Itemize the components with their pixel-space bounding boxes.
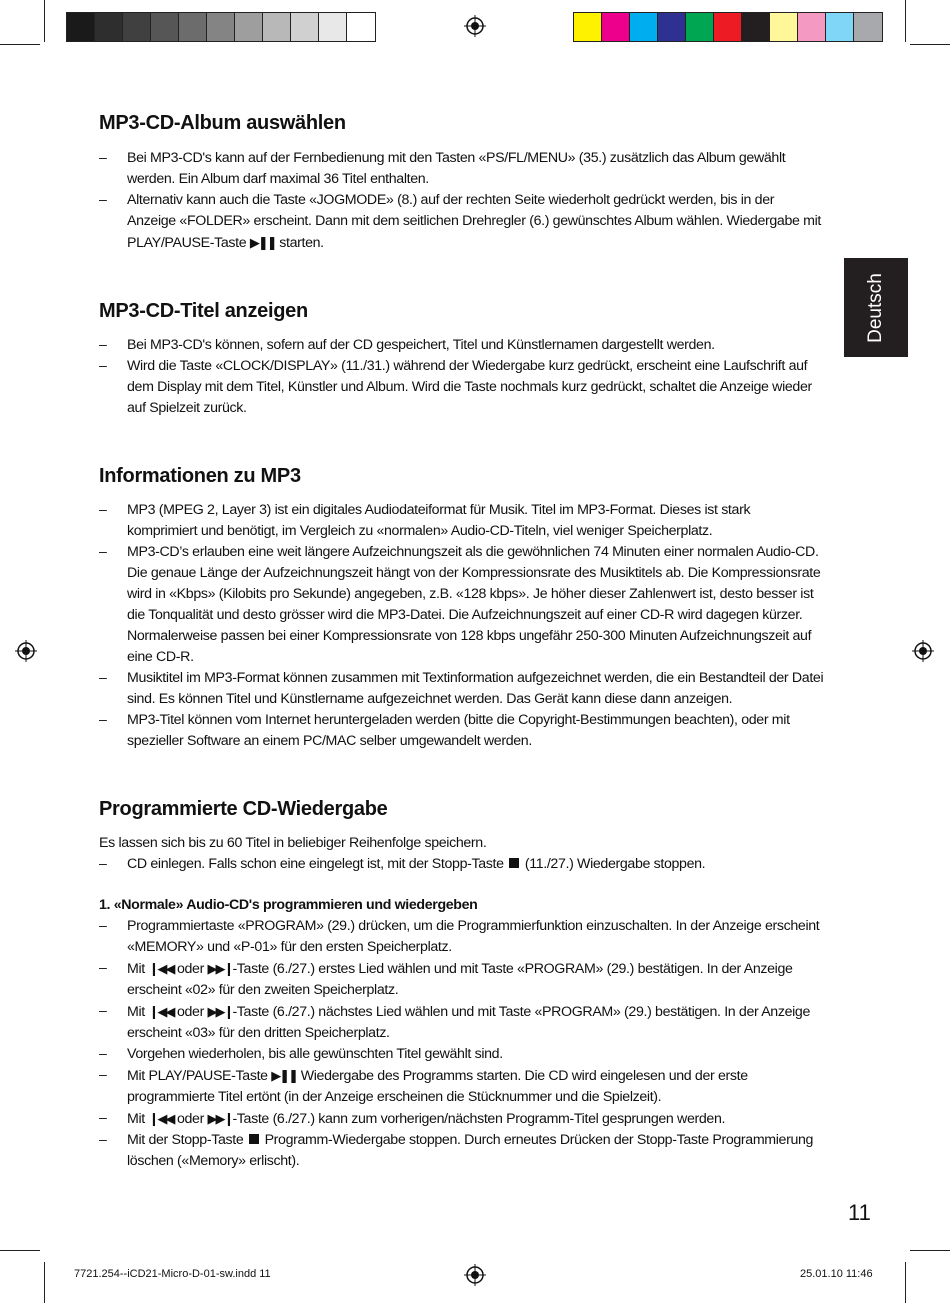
color-swatch xyxy=(151,13,179,41)
color-swatch xyxy=(798,13,826,41)
color-swatch xyxy=(347,13,375,41)
list-item: – Programmiertaste «PROGRAM» (29.) drücken, um die Programmierfunktion einzuschalten. In der Anzeige erscheint «MEMORY» und «P-01» für den ersten Speicherplatz. xyxy=(99,918,820,955)
page-content xyxy=(99,112,824,1172)
color-swatch xyxy=(67,13,95,41)
list-item: – Mit PLAY/PAUSE-Taste ▶❚❚ Wiedergabe des Programms starten. Die CD wird eingelesen und der erste programmierte Titel ertönt (in der Anzeige erscheinen die Stücknummer und die Spielzeit). xyxy=(99,1067,748,1105)
play-pause-icon: ▶❚❚ xyxy=(249,235,276,250)
list-item: – MP3 (MPEG 2, Layer 3) ist ein digitales Audiodateiformat für Musik. Titel im MP3-Format. Dieses ist stark komprimiert und benötigt, im Vergleich zu «normalen» Audio-CD-Titeln, viel weniger Speicherplatz. xyxy=(99,502,751,539)
list-item: – Musiktitel im MP3-Format können zusammen mit Textinformation aufgezeichnet werden, die ein Bestandteil der Datei sind. Es können Titel und Künstlername aufgezeichnet werden. Das Gerät kann diese dann anzeigen. xyxy=(99,670,824,707)
crop-mark xyxy=(905,0,906,42)
color-swatch xyxy=(95,13,123,41)
play-pause-icon: ▶❚❚ xyxy=(271,1068,298,1083)
color-swatch xyxy=(826,13,854,41)
prog-intro: Es lassen sich bis zu 60 Titel in beliebiger Reihenfolge speichern. xyxy=(99,835,487,851)
color-swatch xyxy=(291,13,319,41)
footer-timestamp: 25.01.10 11:46 xyxy=(800,1268,873,1280)
color-swatch xyxy=(630,13,658,41)
crop-mark xyxy=(905,1262,906,1303)
registration-mark-icon xyxy=(464,1264,486,1286)
album-list xyxy=(99,148,824,254)
previous-track-icon: ❙◀◀ xyxy=(148,961,174,976)
previous-track-icon: ❙◀◀ xyxy=(148,1004,174,1019)
color-swatch xyxy=(742,13,770,41)
titel-list xyxy=(99,335,824,419)
section-title-titel: MP3-CD-Titel anzeigen xyxy=(99,300,308,322)
color-swatch xyxy=(602,13,630,41)
crop-mark xyxy=(910,1250,950,1251)
previous-track-icon: ❙◀◀ xyxy=(148,1111,174,1126)
prog-subtitle: 1. «Normale» Audio-CD's programmieren und wiedergeben xyxy=(99,897,478,913)
list-item: – MP3-Titel können vom Internet heruntergeladen werden (bitte die Copyright-Bestimmungen beachten), oder mit spezieller Software an einem PC/MAC selber umgewandelt werden. xyxy=(99,712,790,749)
color-swatch xyxy=(263,13,291,41)
next-track-icon: ▶▶❙ xyxy=(207,961,233,976)
prog-intro-list xyxy=(99,854,824,875)
registration-mark-icon xyxy=(464,15,486,37)
crop-mark xyxy=(0,1250,40,1251)
color-swatch xyxy=(574,13,602,41)
stop-icon xyxy=(249,1134,259,1144)
list-item: – Mit ❙◀◀ oder ▶▶❙-Taste (6./27.) kann zum vorherigen/nächsten Programm-Titel gesprungen werden. xyxy=(99,1110,726,1127)
list-item: – Bei MP3-CD's können, sofern auf der CD gespeichert, Titel und Künstlernamen dargestellt werden. xyxy=(99,337,715,353)
color-swatch xyxy=(179,13,207,41)
color-swatch xyxy=(235,13,263,41)
color-calibration-bar xyxy=(573,12,883,42)
color-swatch xyxy=(319,13,347,41)
registration-mark-icon xyxy=(15,640,37,662)
color-swatch xyxy=(658,13,686,41)
list-item: – Wird die Taste «CLOCK/DISPLAY» (11./31.) während der Wiedergabe kurz gedrückt, erscheint eine Laufschrift auf dem Display mit dem Titel, Künstler und Album. Wird die Taste nochmals kurz gedrückt, schaltet die Anzeige wieder auf Spielzeit zurück. xyxy=(99,358,812,416)
color-swatch xyxy=(207,13,235,41)
language-tab xyxy=(844,258,908,357)
next-track-icon: ▶▶❙ xyxy=(207,1004,233,1019)
section-title-album: MP3-CD-Album auswählen xyxy=(99,112,346,134)
color-swatch xyxy=(123,13,151,41)
list-item: – MP3-CD’s erlauben eine weit längere Aufzeichnungszeit als die gewöhnlichen 74 Minuten einer normalen Audio-CD. Die genaue Länge der Aufzeichnungszeit hängt von der Kompressionsrate des Musiktitels ab. Die Kompressionsrate wird in «Kbps» (Kilobits pro Sekunde) angegeben, z.B. «128 kbps». Je höher dieser Zahlenwert ist, desto besser ist die Tonqualität und desto grösser wird die MP3-Datei. Die Aufzeichnungszeit auf einer CD-R wird dagegen kürzer. Normalerweise passen bei einer Kompressionsrate von 128 kbps ungefähr 250-300 Minuten Aufzeichnungszeit auf eine CD-R. xyxy=(99,544,821,665)
footer-file-info: 7721.254--iCD21-Micro-D-01-sw.indd 11 xyxy=(74,1268,271,1280)
list-item: – CD einlegen. Falls schon eine eingelegt ist, mit der Stopp-Taste (11./27.) Wiedergabe stoppen. xyxy=(99,856,706,872)
next-track-icon: ▶▶❙ xyxy=(207,1111,233,1126)
prog-steps-list xyxy=(99,916,824,1172)
page-number: 11 xyxy=(848,1200,871,1225)
color-swatch xyxy=(770,13,798,41)
color-swatch xyxy=(714,13,742,41)
section-title-info: Informationen zu MP3 xyxy=(99,465,301,487)
crop-mark xyxy=(0,44,40,45)
language-tab-label: Deutsch xyxy=(865,272,887,343)
registration-mark-icon xyxy=(912,640,934,662)
list-item: – Vorgehen wiederholen, bis alle gewünschten Titel gewählt sind. xyxy=(99,1046,503,1062)
list-item: – Mit ❙◀◀ oder ▶▶❙-Taste (6./27.) erstes Lied wählen und mit Taste «PROGRAM» (29.) bestätigen. In der Anzeige erscheint «02» für den zweiten Speicherplatz. xyxy=(99,960,793,998)
grayscale-calibration-bar xyxy=(66,12,376,42)
info-list xyxy=(99,500,824,752)
list-item: – Alternativ kann auch die Taste «JOGMODE» (8.) auf der rechten Seite wiederholt gedrückt werden, bis in der Anzeige «FOLDER» erscheint. Dann mit dem seitlichen Drehregler (6.) gewünschtes Album wählen. Wiedergabe mit PLAY/PAUSE-Taste ▶❚❚ starten. xyxy=(99,192,821,251)
list-item: – Mit der Stopp-Taste Programm-Wiedergabe stoppen. Durch erneutes Drücken der Stopp-Taste Programmierung löschen («Memory» erlischt). xyxy=(99,1132,814,1169)
list-item: – Mit ❙◀◀ oder ▶▶❙-Taste (6./27.) nächstes Lied wählen und mit Taste «PROGRAM» (29.) bestätigen. In der Anzeige erscheint «03» für den dritten Speicherplatz. xyxy=(99,1003,811,1041)
crop-mark xyxy=(44,1262,45,1303)
stop-icon xyxy=(509,858,519,868)
color-swatch xyxy=(686,13,714,41)
section-title-prog: Programmierte CD-Wiedergabe xyxy=(99,798,388,820)
crop-mark xyxy=(44,0,45,42)
color-swatch xyxy=(854,13,882,41)
crop-mark xyxy=(910,44,950,45)
list-item: – Bei MP3-CD's kann auf der Fernbedienung mit den Tasten «PS/FL/MENU» (35.) zusätzlich das Album gewählt werden. Ein Album darf maximal 36 Titel enthalten. xyxy=(99,150,786,187)
